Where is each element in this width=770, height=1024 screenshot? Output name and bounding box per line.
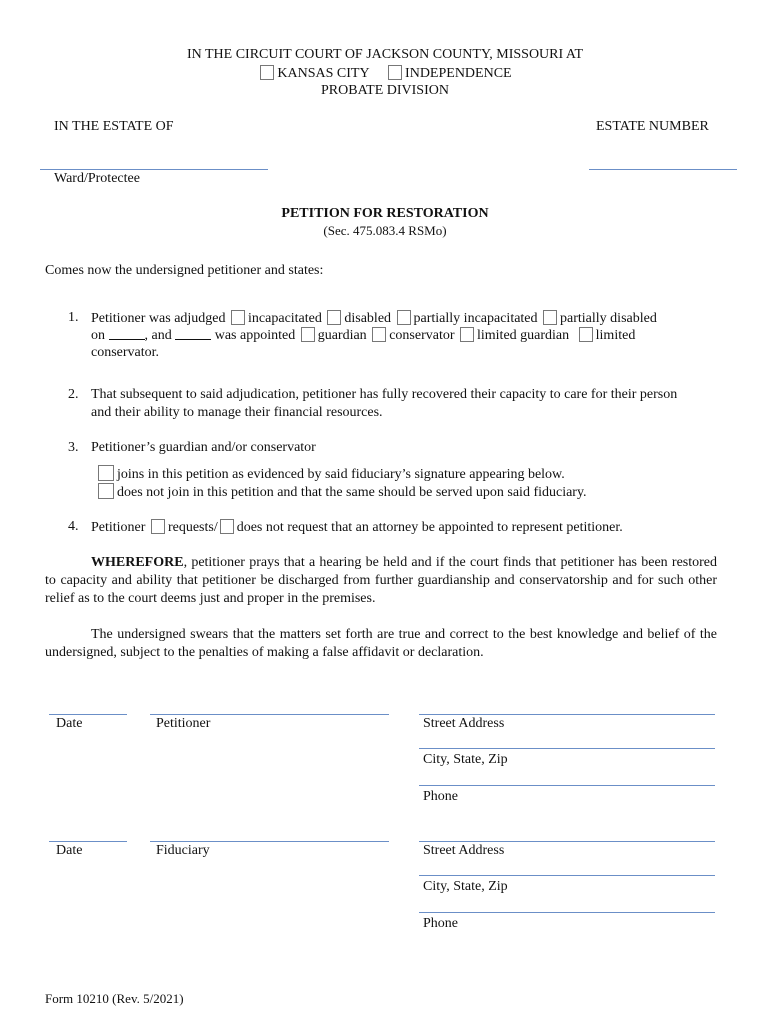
- item2-line1: That subsequent to said adjudication, petitioner has fully recovered their capacity to care for their person: [91, 387, 678, 402]
- city-label-1: City, State, Zip: [423, 752, 508, 767]
- date-line-2[interactable]: [49, 841, 127, 842]
- city-line-1[interactable]: [419, 748, 715, 749]
- petition-subtitle: (Sec. 475.083.4 RSMo): [323, 223, 447, 238]
- item1-lead: Petitioner was adjudged: [91, 311, 226, 326]
- estate-name-line[interactable]: [40, 169, 268, 170]
- wherefore-paragraph: [45, 554, 717, 608]
- petitioner-signature-line[interactable]: [150, 714, 389, 715]
- partially-incapacitated-checkbox[interactable]: [397, 310, 411, 325]
- city-label-2: City, State, Zip: [423, 879, 508, 894]
- intro-text: Comes now the undersigned petitioner and states:: [45, 263, 324, 278]
- estate-number-label: ESTATE NUMBER: [596, 119, 709, 134]
- street-line-1[interactable]: [419, 714, 715, 715]
- guardian-label: guardian: [317, 328, 367, 343]
- not-join-label: does not join in this petition and that the same should be served upon said fiduciary.: [117, 485, 587, 500]
- incapacitated-label: incapacitated: [248, 311, 322, 326]
- requests-checkbox[interactable]: [151, 519, 165, 534]
- phone-line-2[interactable]: [419, 912, 715, 913]
- item4-number: 4.: [68, 519, 79, 534]
- street-line-2[interactable]: [419, 841, 715, 842]
- item2-number: 2.: [68, 387, 79, 402]
- wherefore-text: , petitioner prays that a hearing be held and if the court finds that petitioner has been restored to capacity and ability that petitioner be discharged from further guardianship and conservatorship and for such other relief as to the court deems just and proper in the premises.: [45, 555, 717, 606]
- street-label-2: Street Address: [423, 843, 505, 858]
- location-options: [0, 65, 770, 82]
- partially-incapacitated-label: partially incapacitated: [413, 311, 538, 326]
- disabled-label: disabled: [344, 311, 392, 326]
- partially-disabled-checkbox[interactable]: [543, 310, 557, 325]
- form-number: Form 10210 (Rev. 5/2021): [45, 991, 184, 1006]
- court-heading: IN THE CIRCUIT COURT OF JACKSON COUNTY, MISSOURI AT: [186, 47, 583, 62]
- fiduciary-signature-line[interactable]: [150, 841, 389, 842]
- fiduciary-label: Fiduciary: [156, 843, 210, 858]
- item3-lead: Petitioner’s guardian and/or conservator: [91, 440, 316, 455]
- item2-line2: and their ability to manage their financial resources.: [91, 405, 383, 420]
- estate-of-label: IN THE ESTATE OF: [54, 119, 174, 134]
- joins-option: [96, 465, 565, 483]
- date-line-1[interactable]: [49, 714, 127, 715]
- petitioner-label: Petitioner: [156, 716, 211, 731]
- limited-conservator-checkbox[interactable]: [579, 327, 593, 342]
- item4-lead: Petitioner: [91, 520, 146, 535]
- petition-title: PETITION FOR RESTORATION: [281, 206, 489, 221]
- item3-number: 3.: [68, 440, 79, 455]
- date-label-2: Date: [56, 843, 83, 858]
- independence-label: INDEPENDENCE: [405, 66, 512, 81]
- not-request-checkbox[interactable]: [220, 519, 234, 534]
- item1-number: 1.: [68, 310, 79, 325]
- on-label: on: [91, 328, 105, 343]
- swear-paragraph: The undersigned swears that the matters set forth are true and correct to the best knowledge and belief of the undersigned, subject to the penalties of making a false affidavit or declaration.: [45, 627, 717, 660]
- estate-number-line[interactable]: [589, 169, 737, 170]
- division-heading: PROBATE DIVISION: [321, 83, 449, 98]
- phone-label-2: Phone: [423, 916, 458, 931]
- incapacitated-checkbox[interactable]: [231, 310, 245, 325]
- item1-line1: [91, 310, 657, 327]
- item1-line2: [91, 327, 635, 344]
- limited-label: limited: [595, 328, 636, 343]
- ward-label: Ward/Protectee: [54, 171, 140, 186]
- requests-label: requests/: [167, 520, 218, 535]
- phone-line-1[interactable]: [419, 785, 715, 786]
- limited-guardian-checkbox[interactable]: [460, 327, 474, 342]
- conservator-label: conservator: [389, 328, 455, 343]
- limited-guardian-label: limited guardian: [477, 328, 570, 343]
- conservator-checkbox[interactable]: [372, 327, 386, 342]
- appointee-name-blank[interactable]: [175, 327, 211, 340]
- item1-conservator-tail: conservator.: [91, 345, 160, 360]
- street-label-1: Street Address: [423, 716, 505, 731]
- date-label-1: Date: [56, 716, 83, 731]
- joins-checkbox[interactable]: [98, 465, 114, 481]
- not-join-option: [96, 483, 587, 501]
- guardian-checkbox[interactable]: [301, 327, 315, 342]
- kansas-city-label: KANSAS CITY: [277, 66, 370, 81]
- not-join-checkbox[interactable]: [98, 483, 114, 499]
- joins-label: joins in this petition as evidenced by said fiduciary’s signature appearing below.: [117, 467, 565, 482]
- appointed-label: was appointed: [214, 328, 296, 343]
- and-label: , and: [144, 328, 172, 343]
- not-request-label: does not request that an attorney be appointed to represent petitioner.: [236, 520, 623, 535]
- phone-label-1: Phone: [423, 789, 458, 804]
- independence-checkbox[interactable]: [388, 65, 402, 80]
- disabled-checkbox[interactable]: [327, 310, 341, 325]
- partially-disabled-label: partially disabled: [560, 311, 657, 326]
- wherefore-bold: WHEREFORE: [91, 555, 184, 570]
- city-line-2[interactable]: [419, 875, 715, 876]
- adjudication-date-blank[interactable]: [109, 327, 145, 340]
- kansas-city-checkbox[interactable]: [260, 65, 274, 80]
- item4-line: [91, 519, 623, 536]
